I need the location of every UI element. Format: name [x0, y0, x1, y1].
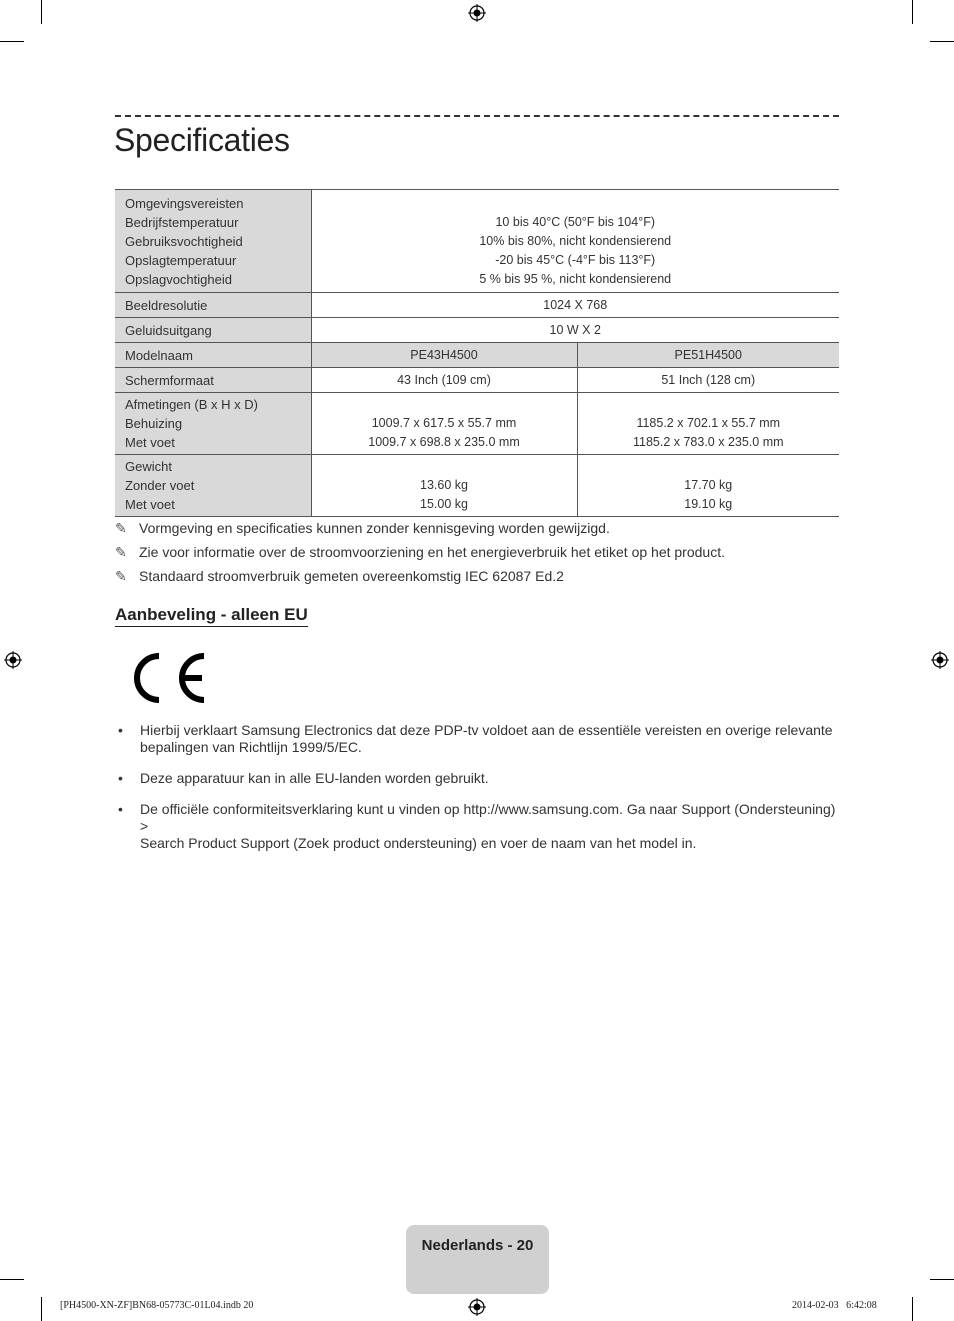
row-label: Beeldresolutie	[115, 293, 311, 318]
value-line: 10% bis 80%, nicht kondensierend	[479, 233, 672, 248]
bullet-icon: •	[118, 801, 123, 817]
value-line: 1009.7 x 698.8 x 235.0 mm	[368, 435, 520, 449]
value-line: 1009.7 x 617.5 x 55.7 mm	[371, 416, 517, 430]
text-line: De officiële conformiteitsverklaring kunt u vinden op http://www.samsung.com. Ga naar Support (Ondersteuning) >	[140, 801, 836, 834]
section-heading: Aanbeveling - alleen EU	[115, 605, 308, 627]
value-line: 13.60 kg	[420, 478, 468, 492]
value-line: -20 bis 45°C (-4°F bis 113°F)	[495, 252, 656, 267]
list-item	[115, 722, 839, 756]
registration-mark-icon	[468, 4, 486, 22]
ce-mark-icon	[130, 650, 210, 706]
page-number: Nederlands - 20	[421, 1237, 534, 1254]
crop-mark	[41, 0, 42, 24]
crop-mark	[0, 41, 24, 42]
crop-mark	[912, 0, 913, 24]
pencil-icon: ✎	[115, 519, 127, 536]
table-row	[115, 293, 839, 318]
note-text: Standaard stroomverbruik gemeten overeenkomstig IEC 62087 Ed.2	[139, 568, 564, 584]
row-value	[577, 393, 839, 455]
row-value: 51 Inch (128 cm)	[577, 368, 839, 393]
page-title: Specificaties	[114, 122, 290, 158]
row-value	[577, 455, 839, 517]
registration-mark-icon	[4, 651, 22, 669]
note-item	[115, 516, 839, 540]
text-line: bepalingen van Richtlijn 1999/5/EC.	[140, 739, 362, 755]
page-number-tab	[406, 1225, 549, 1294]
label-line: Met voet	[125, 435, 175, 450]
label-line: Met voet	[125, 497, 175, 512]
label-line: Afmetingen (B x H x D)	[125, 397, 258, 412]
crop-mark	[930, 41, 954, 42]
note-item	[115, 564, 839, 588]
note-text: Vormgeving en specificaties kunnen zonder kennisgeving worden gewijzigd.	[139, 520, 610, 536]
footer-timestamp: 2014-02-03 6:42:08	[792, 1300, 877, 1311]
crop-mark	[912, 1297, 913, 1321]
row-label	[115, 190, 311, 293]
row-label: Schermformaat	[115, 368, 311, 393]
table-row	[115, 343, 839, 368]
label-line: Gewicht	[125, 459, 172, 474]
row-label: Geluidsuitgang	[115, 318, 311, 343]
title-divider	[115, 115, 839, 117]
label-line: Omgevingsvereisten	[125, 195, 244, 211]
pencil-icon: ✎	[115, 567, 127, 584]
row-value: 43 Inch (109 cm)	[311, 368, 577, 393]
note-text: Zie voor informatie over de stroomvoorziening en het energieverbruik het etiket op het product.	[139, 544, 725, 560]
value-line: 15.00 kg	[420, 497, 468, 511]
bullet-icon: •	[118, 770, 123, 786]
spec-table	[115, 189, 839, 517]
row-value: 1024 X 768	[311, 293, 839, 318]
row-value	[311, 190, 839, 293]
label-line: Gebruiksvochtigheid	[125, 233, 243, 249]
table-row	[115, 318, 839, 343]
label-line: Bedrijfstemperatuur	[125, 214, 239, 230]
bullet-list	[115, 722, 839, 866]
bullet-text	[140, 801, 839, 852]
row-label: Modelnaam	[115, 343, 311, 368]
table-row	[115, 368, 839, 393]
model-a: PE43H4500	[311, 343, 577, 368]
notes-list	[115, 516, 839, 588]
bullet-text	[140, 770, 839, 787]
crop-mark	[41, 1297, 42, 1321]
table-row	[115, 190, 839, 293]
table-row	[115, 455, 839, 517]
footer-file-info: [PH4500-XN-ZF]BN68-05773C-01L04.indb 20	[60, 1300, 254, 1311]
value-line: 17.70 kg	[684, 478, 733, 492]
model-b: PE51H4500	[577, 343, 839, 368]
label-line: Opslagvochtigheid	[125, 271, 232, 287]
crop-mark	[930, 1279, 954, 1280]
text-line: Deze apparatuur kan in alle EU-landen worden gebruikt.	[140, 770, 489, 786]
row-label	[115, 393, 311, 455]
label-line: Behuizing	[125, 416, 183, 431]
text-line: Search Product Support (Zoek product ondersteuning) en voer de naam van het model in.	[140, 835, 697, 851]
label-line: Zonder voet	[125, 478, 195, 493]
list-item	[115, 801, 839, 852]
value-line: 1185.2 x 783.0 x 235.0 mm	[632, 435, 784, 449]
text-line: Hierbij verklaart Samsung Electronics dat deze PDP-tv voldoet aan de essentiële vereisten en overige relevante	[140, 722, 833, 738]
pencil-icon: ✎	[115, 543, 127, 560]
bullet-text	[140, 722, 839, 756]
row-value	[311, 455, 577, 517]
value-line: 5 % bis 95 %, nicht kondensierend	[479, 271, 672, 286]
row-value: 10 W X 2	[311, 318, 839, 343]
label-line: Opslagtemperatuur	[125, 252, 237, 268]
value-line: 10 bis 40°C (50°F bis 104°F)	[495, 214, 655, 229]
crop-mark	[0, 1279, 24, 1280]
table-row	[115, 393, 839, 455]
row-label	[115, 455, 311, 517]
list-item	[115, 770, 839, 787]
bullet-icon: •	[118, 722, 123, 738]
registration-mark-icon	[931, 651, 949, 669]
row-value	[311, 393, 577, 455]
registration-mark-icon	[468, 1298, 486, 1316]
value-line: 19.10 kg	[684, 497, 733, 511]
value-line: 1185.2 x 702.1 x 55.7 mm	[636, 416, 781, 430]
note-item	[115, 540, 839, 564]
